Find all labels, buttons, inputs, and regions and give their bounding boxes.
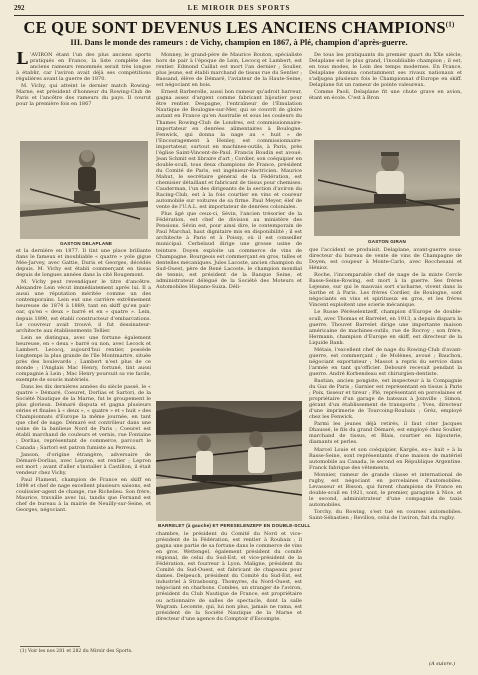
- column-2-top: Monney, le grand-père de Maurice Bouton, spécialiste hors de pair à l'époque de Lein, Lecocq et Lambert, est rentier. Edmond Caillat est mort l'an dernier ; Soulier, plus jeune, est établi marchand de tissus rue du Sentier ; Bassand, élève de Démaré, l'aviateur de la Haute-Seine, est négociant en bois. Ernest Barberolle, aussi bon rameur qu'adroit barreur, gagna assez d'argent comme fabricant bijoutier pour être rentier. Despagne, l'entraîneur de l'Émulation Nautique de Boulogne-sur-Mer, qui se couvrit de gloire autant en France qu'en Australie et sous les couleurs du Thames Rowing-Club de Londres, est commissionnaire-importateur en denrées alimentaires à Boulogne. Fenwick, qui donna la nage au « huit » de l'Encouragement à Henley, est commissionnaire-importateur, surtout en machines-outils, à Paris, près l'église Saint-Vincent-de-Paul. Francis Boudin est avoué. Jean Schmit est libraire d'art ; Cordier, son coéquipier en double-scull, tous deux champions de France, président du Comité de Paris, est ingénieur-électricien. Maurice Mahut, le secrétaire général de la Fédération, est chemisier détaillant et fabricant de tissus pour chemises. Cauderman, l'un des dirigeants de la section d'aviron du Racing-Club, est à la fois courtier en vins et coureur automobile sur voitures de sa firme. Paul Meyer, élef de vente de l'U.A.L. est importateur de denrées coloniales. Plus âgé que ceux-ci, Sévin, l'ancien trésorier de la Fédération, est chef de division au ministère des Pensions. Sévin est, pour ainsi dire, le contemporain de Paul Marchal, haut dignitaire mis en disponibilité ; il est architecte à Paris et à Poissy, où il est conseiller municipal. Cerbelaud dirige une grosse usine de teinture. Doyen exploite un commerce de vins de Champagne. Bourgeois est commerçant en gros, tulles et dentelles mécaniques. Jules Lacoste, ancien champion du Sud-Ouest, père de René Lacoste, le champion mondial de tennis, est président de la Banque Seine, et administrateur délégué de la Société des Moteurs et Automobiles Hispano-Suiza. Déli-: [156, 52, 302, 290]
- column-3-bottom: que l'accident se produisit. Delaplane, avant-guerre sous-directeur du bureau de vente de vins de Champagne de Doyen, est coupeur à Monte-Carlo, avec Rocchesani et Hénioz. Roche, l'incomparable chef de nage de la mixte Cercle Basse-Seine-Rowing, est mort à la guerre. Ses frères Lejeune, sur qui le mauvais sort s'acharne, vivent dans la Sarthe et à Paris. Les frères Cordier, de Boulogne, sont négociants en vins et spiritueux en gros, et les frères Vincent exploitent une scierie mécanique. Le Russe Péréselentzeff, champion d'Europe de double-scull, avec Thomas et Barrelet, en 1913, a depuis disparu la guerre. Thouvet Barrelet dirige une importante maison américaine de machines-outils, rue de Rocroy ; son frère, Hermann, champion d'Europe en skiff, est directeur de la Liquide Bank. Métais, l'excellent chef de nage du Rowing-Club d'avant-guerre, est commerçant ; de Molènes, avoué ; Bauchon, négociant exportateur ; Massot a repris du service dans l'armée en tant qu'officier. Debouré recevait pendant la guerre. André Korbendeau est chirurgien-dentiste. Bastian, ancien pongiste, est inspecteur à la Compagnie du Gaz de Paris ; Garnier est représentant en tissus à Paris ; Poix, tisseur et tireur ; Plé, représentant en porcelaines et propriétaire d'un garage de bateaux à Joinville ; Simon, gérant d'un établissement de transports ; Yves, directeur d'une imprimerie de Tourcoing-Roubaix ; Gréz, employé chez les Fenwick. Parmi les jeunes déjà retirés, il faut citer Jacques Dhaussé, le fils du grand Démaré, est employé chez Soulier, marchand de tissus, et Blais, courtier en bijouterie, diamants et perles. Marcel Louie et son coéquipier, Kargès, ex-« huit » à la Basse-Seine, sont représentants d'une maison de matériel automobile au Canada, le second en République Argentine. Franck fabrique des vêtements. Monnier, rameur de grande classe et international de rugby, est négociant en porcelaines d'automobiles. Levasseur et Bisson, qui furent champions de France en double-scull en 1921, sont, le premier, garagiste à Nice, et le second, administrateur d'une compagnie de taxis automobiles. Torchy, du Rowing, s'est tué en courses automobiles. Saint-Sébastien ; Revillon, celui de l'aviron, fait du rugby.: [309, 247, 462, 522]
- footnote-rule: [20, 646, 80, 647]
- photo-2-caption: GASTON GIRAN: [368, 239, 407, 244]
- article-subtitle: III. Dans le monde des rameurs : de Vichy, champion en 1867, à Plé, champion d'après-guerre.: [70, 38, 408, 47]
- column-3-top: De tous les pratiquants du premier quart du XXe siècle, Delaplane est le plus grand, l'inoubliable champion ; il est, en tous modes, le Lein des temps modernes. En France, Delaplane domina constamment ses rivaux nationaux et s'adjugea plusieurs fois le Championnat d'Europe en skiff. Delaplane fut un rameur de pointe valeureux. Comme Paoli, Delaplane fit une chute grave en avion, étant en école. C'est à Bron: [309, 52, 462, 102]
- photo-gaston-giran: [314, 140, 460, 236]
- article-title: CE QUE SONT DEVENUS LES ANCIENS CHAMPIONS$^{(1)}$: [23, 18, 455, 37]
- footnote: (1) Voir les nos 281 et 282 du Miroir des Sports.: [20, 649, 133, 654]
- photo-double-scull: [156, 401, 302, 521]
- page-number: 292: [14, 4, 25, 12]
- drop-cap: L: [16, 52, 28, 69]
- column-1-bottom: et la dernière en 1877. Il tint une place brillante dans le fameux et inoubliable « quatre » yole gigue Mée-Jarvey, avec Gattie, Duris et Georges, décédés depuis. M. Vichy est établi commerçant en tissus depuis de longues années dans la cité Rougemont. M. Vichy peut revendiquer le titre d'ancêtre. Alexandre Lein vécut immédiatement après lui. Il a aussi une réputation méritée comme un des contemporains. Lein eut une carrière extrêmement heureuse de 1874 à 1889, tant en skiff qu'en pair-oar, qu'en « deux » barré et en « quatre ». Lein, depuis 1890, est établi constructeur d'embarcations. Le couvreur avait trouvé, il fut dessinateur-architecte aux établissements Tellier. Lein se distingua, avec une fortune également heureuse, en « deux » barré ou non, avec Lecock et Lambert. Lecocq, aujourd'hui rentier, possède longtemps la plus grande de l'île Montmartre, située près des boulevards ; Lambert n'est plus de ce monde ; l'Anglais Mac Henry, fortuné, tint aussi compagnie à Lein ; Mac Henry poursuit sa vie facile, exempte de soucis matériels. Dans les dix dernières années du siècle passé, le « quatre » Démaré, Coeuret, Dorlias et Sartori, de la Société Nautique de la Marne, fut le groupement le plus glorieux. Démaré disputa et gagna plusieurs séries et finales à « deux », « quatre » et « huit » des Championnats d'Europe la même journée, en tant que chef de nage. Démaré est contrôleur dans une usine de la banlieue Nord de Paris ; Coeuret est établi marchand de couleurs et vernis, rue Fontaine ; Dorlias, représentant de commerce, parcourt le Canada ; Sartori est patron fumiste au Perreux. Janson, d'origine étrangère, adversaire de Démaré-Dorlias, avec Lepron, est rentier ; Lepron est mort ; avant d'aller s'installer à Castillon, il était vendeur chez Vichy. Paul Flament, champion de France en skiff en 1898 et chef de nage excellent plusieurs saisons, est coulissier-agent de change, rue Richelieu. Son frère, Maurice, travaille avec lui, tandis que Fernand est chef de bureau à la mairie de Neuilly-sur-Seine, et Georges, négociant.: [16, 248, 151, 513]
- photo-1-caption: GASTON DELAPLANE: [60, 241, 113, 246]
- photo-3-caption: BARRELET (à gauche) ET PERESELENZEFF EN DOUBLE-SCULL: [158, 523, 311, 528]
- column-1-top: L 'AVIRON étant l'un des plus anciens sports pratiqués en France, la liste complète des anciens rameurs renommés serait très longue à établir, car l'aviron avait déjà ses compétitions régulières avant la guerre de 1870. M. Vichy, qui atteint le dernier match Rowing-Marne, est président d'honneur du Rowing-Club de Paris et l'ancêtre des rameurs du pays. Il courut pour la première fois en 1867: [16, 52, 151, 108]
- photo-gaston-delaplane: [20, 141, 148, 239]
- header-rule: [14, 15, 464, 16]
- column-2-bottom: chambre, le président du Comité du Nord et vice-président de la Fédération, est rentier à Roubaix ; il gagna une partie de sa fortune dans le commerce de vins en gros. Wettengel, également président du comité régional, de celui du Sud-Est, et vice-président de la Fédération, est fourreur à Lyon. Maligne, président du Comité du Sud-Ouest, est fabricant de chapeaux pour dames. Delpeuch, président du Comité du Sud-Est, est industriel à Strasbourg. Thomyres, du Nord-Ouest, est négociant en charbons. Combes, un stranger de l'aviron, président du Club Nautique de France, est propriétaire ou actionnaire de salles de spectacle, dont la salle Wagram. Lecomte, qui, lui non plus, jamais ne rama, est président de la Société Nautique de la Marne et directeur d'une agence du Comptoir d'Escompte.: [156, 531, 302, 622]
- to-be-continued: (A suivre.): [429, 661, 456, 667]
- magazine-name: LE MIROIR DES SPORTS: [187, 4, 291, 12]
- page-header: [14, 3, 464, 15]
